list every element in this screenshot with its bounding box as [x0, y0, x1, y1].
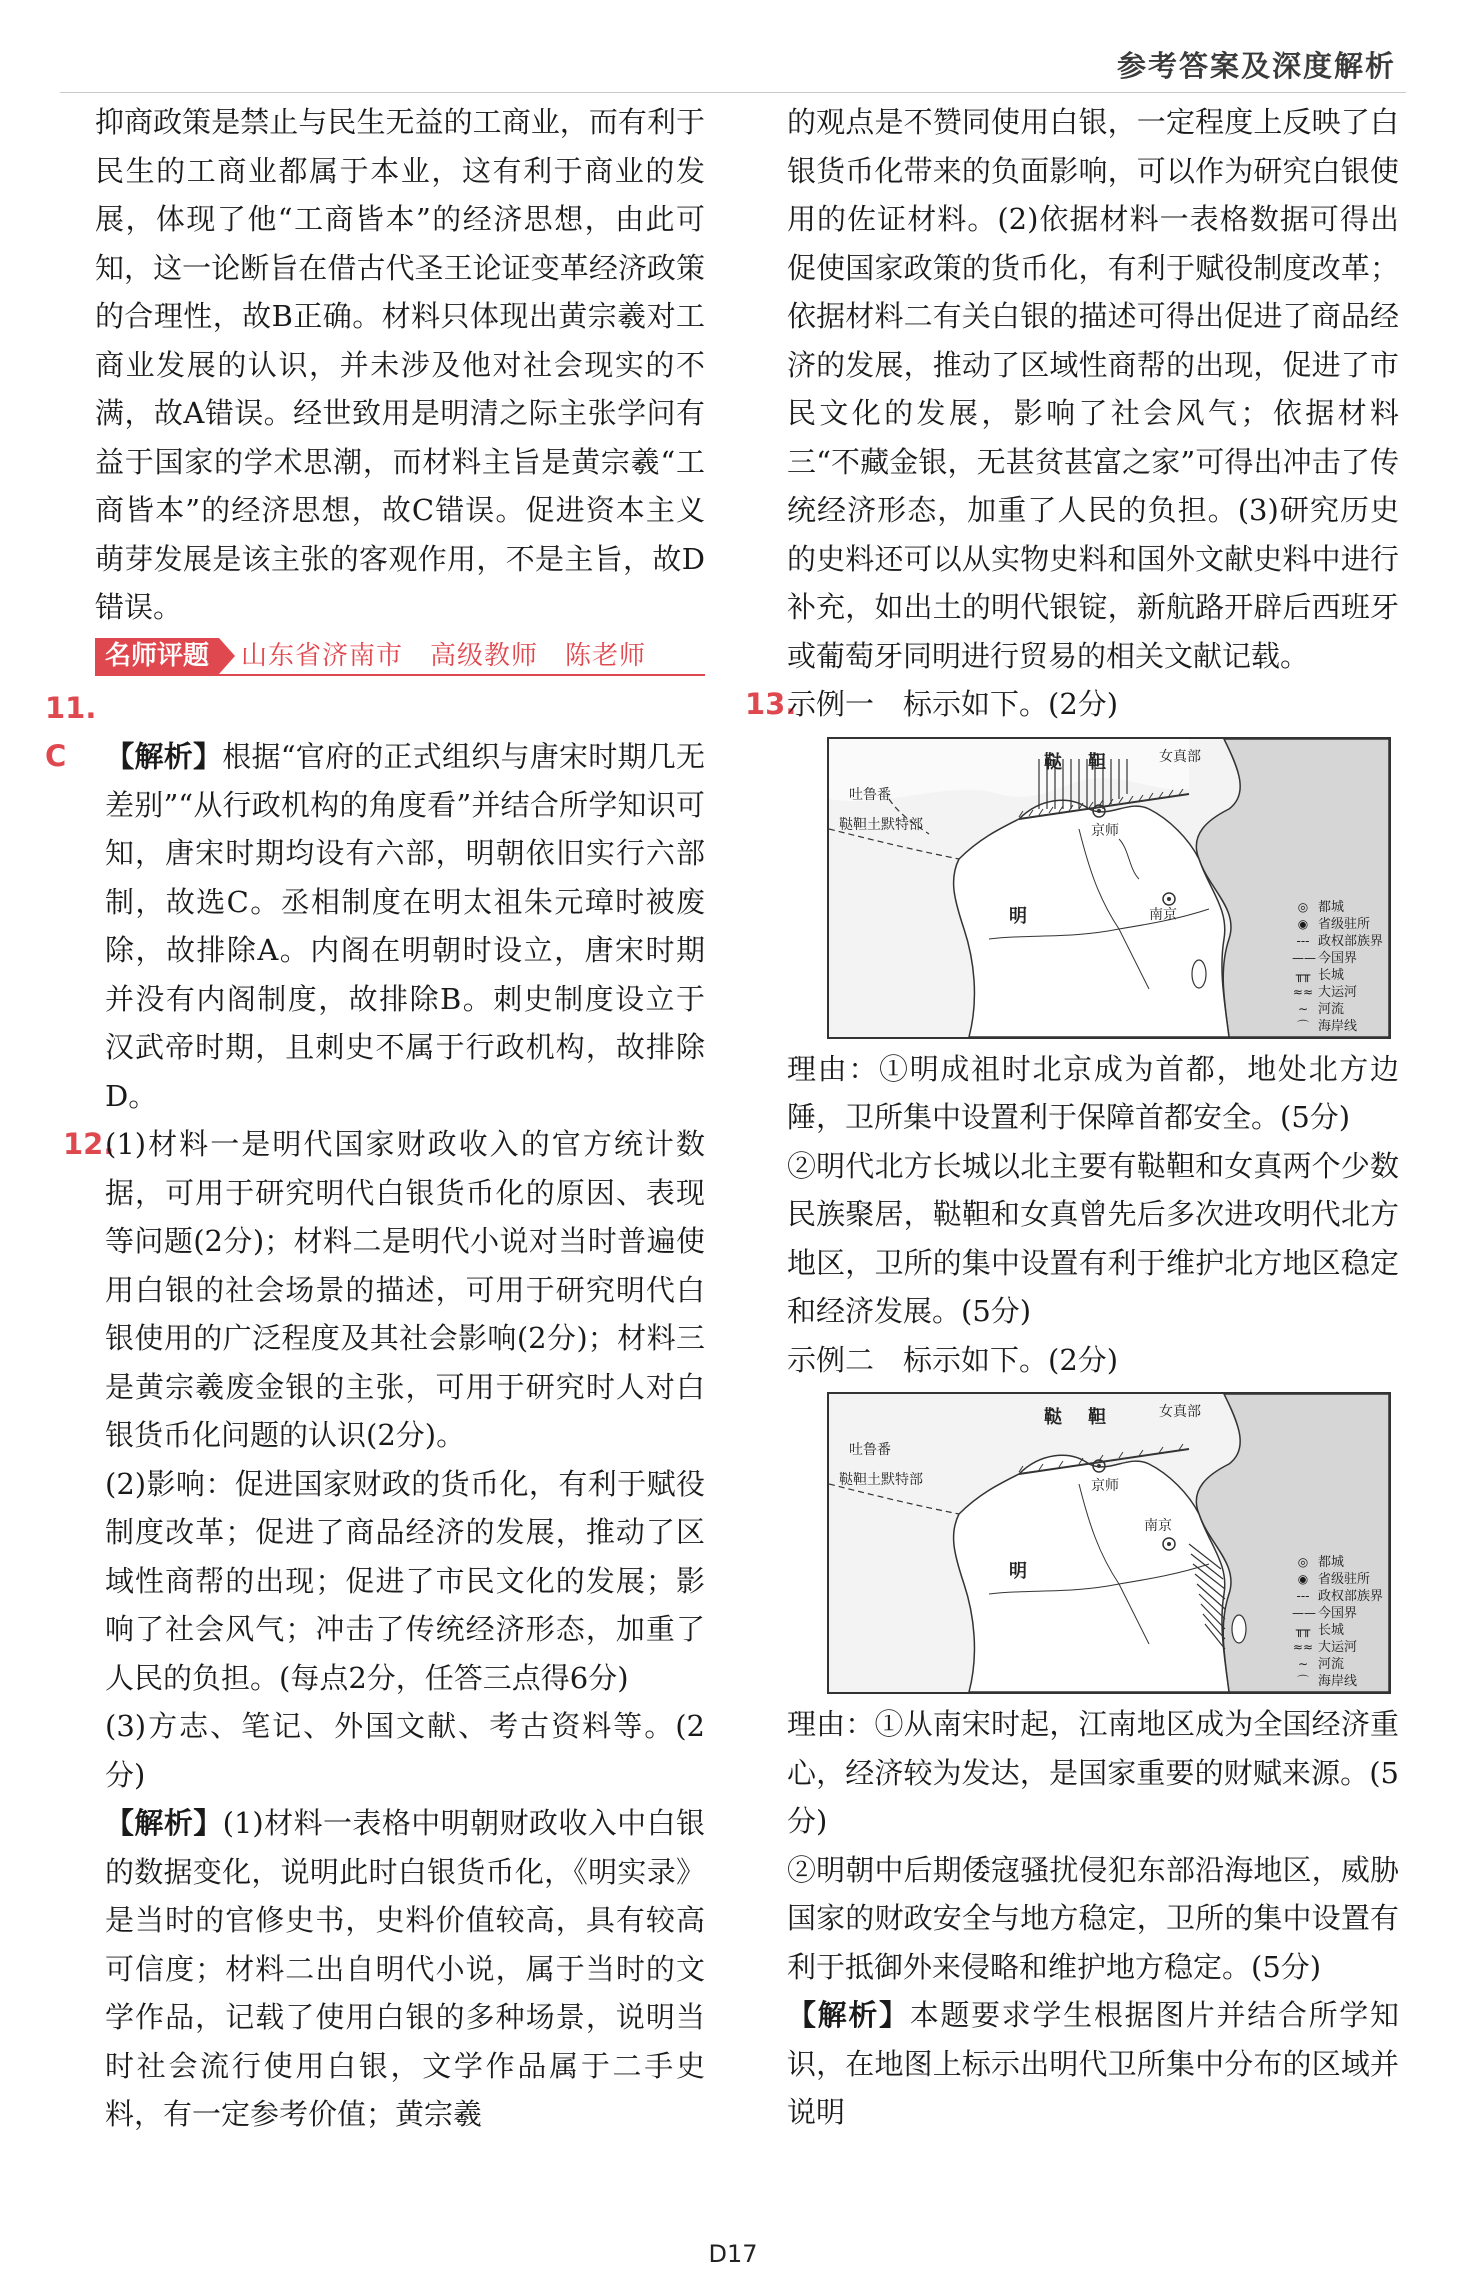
legend-item: —— 今国界 [1291, 950, 1357, 966]
banner-tag: 名师评题 [95, 638, 219, 674]
legend-item: ╥╥ 长城 [1295, 967, 1344, 983]
example2-reason2: ②明朝中后期倭寇骚扰侵犯东部沿海地区，威胁国家的财政安全与地方稳定，卫所的集中设置有利于抵御外来侵略和维护地方稳定。(5分) [787, 1852, 1399, 1984]
map2-label-ming: 明 [1009, 1561, 1031, 1582]
page-header-title: 参考答案及深度解析 [1116, 49, 1396, 83]
map1-label-dada: 鞑 靼 [1044, 751, 1110, 773]
map1-label-nanjing: 南京 [1149, 906, 1177, 923]
example2-reason1: 理由：①从南宋时起，江南地区成为全国经济重心，经济较为发达，是国家重要的财赋来源。(5分) [787, 1707, 1399, 1838]
answer-12-p1: (1)材料一是明代国家财政收入的官方统计数据，可用于研究明代白银货币化的原因、表现等问题(2分)；材料二是明代小说对当时普遍使用白银的社会场景的描述，可用于研究明代白银使用的广泛程度及其社会影响(2分)；材料三是黄宗羲废金银的主张，可用于研究时人对白银货币化问题的认识(2分)。 [105, 1127, 705, 1452]
map-example-2 [827, 1392, 1391, 1694]
map2-label-tumote: 鞑靼土默特部 [839, 1472, 923, 1488]
legend-item: —— 今国界 [1291, 1606, 1357, 1621]
map-example-1 [827, 737, 1391, 1039]
legend-item: ≈≈ 大运河 [1292, 1640, 1357, 1655]
map1-legend [1292, 899, 1383, 1035]
analysis-label-12: 【解析】 [105, 1806, 223, 1840]
teacher-comment-banner [95, 638, 705, 676]
legend-item: ⌒ 海岸线 [1296, 1018, 1357, 1034]
answer-12-part1 [63, 1120, 705, 1460]
left-column [45, 98, 705, 2139]
answer-11-text: 根据“官府的正式组织与唐宋时期几无差别”“从行政机构的角度看”并结合所学知识可知，唐宋时期均设有六部，明朝依旧实行六部制，故选C。丞相制度在明太祖朱元璋时被废除，故排除A。内阁在明朝时设立，唐宋时期并没有内阁制度，故排除B。刺史制度设立于汉武帝时期，且刺史不属于行政机构，故排除D。 [105, 739, 705, 1113]
legend-item: ◉ 省级驻所 [1297, 916, 1370, 932]
map1-label-tufan: 吐鲁番 [849, 786, 891, 803]
banner-info: 山东省济南市 高级教师 陈老师 [241, 640, 647, 671]
example1-reason2: ②明代北方长城以北主要有鞑靼和女真两个少数民族聚居，鞑靼和女真曾先后多次进攻明代北方地区，卫所的集中设置有利于维护北方地区稳定和经济发展。(5分) [787, 1148, 1399, 1328]
map2-label-beijing: 京师 [1091, 1478, 1119, 1494]
legend-item: --- 政权部族界 [1296, 1589, 1383, 1604]
analysis-label-13: 【解析】 [787, 1998, 910, 2032]
map2-label-nanjing: 南京 [1144, 1518, 1172, 1534]
question-number-11: 11. C [45, 690, 97, 773]
map2-label-tufan: 吐鲁番 [849, 1442, 891, 1458]
legend-item: ⌒ 海岸线 [1296, 1674, 1357, 1689]
map2-label-dada: 鞑 靼 [1044, 1407, 1110, 1428]
header-rule [60, 92, 1406, 93]
legend-item: ∼ 河流 [1297, 1001, 1344, 1017]
answer-12-continuation: 的观点是不赞同使用白银，一定程度上反映了白银货币化带来的负面影响，可以作为研究白银使用的佐证材料。(2)依据材料一表格数据可得出促使国家政策的货币化，有利于赋役制度改革；依据材料二有关白银的描述可得出促进了商品经济的发展，推动了区域性商帮的出现，促进了市民文化的发展，影响了社会风气；依据材料三“不藏金银，无甚贫甚富之家”可得出冲击了传统经济形态，加重了人民的负担。(3)研究历史的史料还可以从实物史料和国外文献史料中进行补充，如出土的明代银锭，新航路开辟后西班牙或葡萄牙同明进行贸易的相关文献记载。 [787, 105, 1399, 673]
map1-label-ming: 明 [1009, 905, 1031, 927]
legend-item: ◎ 都城 [1297, 899, 1344, 915]
answer-13-analysis-text: 本题要求学生根据图片并结合所学知识，在地图上标示出明代卫所集中分布的区域并说明 [787, 1998, 1399, 2129]
right-column [745, 98, 1399, 2137]
answer-12-p2: (2)影响：促进国家财政的货币化，有利于赋役制度改革；促进了商品经济的发展，推动了区域性商帮的出现；促进了市民文化的发展；影响了社会风气；冲击了传统经济形态，加重了人民的负担。(每点2分，任答三点得6分) [105, 1466, 705, 1695]
answer-13-example1-title [745, 680, 1399, 729]
answer-13-analysis [787, 1991, 1399, 2137]
question-number-13: 13. [745, 687, 797, 721]
answer-11 [45, 684, 705, 1121]
answer-12-analysis [95, 1799, 705, 2139]
page-number: D17 [708, 2240, 758, 2268]
example2-title: 示例二 标示如下。(2分) [787, 1342, 1119, 1377]
legend-item: --- 政权部族界 [1296, 933, 1383, 949]
legend-item: ╥╥ 长城 [1295, 1623, 1344, 1638]
map2-label-nuzhen: 女真部 [1159, 1404, 1201, 1420]
legend-item: ∼ 河流 [1297, 1657, 1344, 1672]
example1-reason1: 理由：①明成祖时北京成为首都，地处北方边陲，卫所集中设置利于保障首都安全。(5分) [787, 1051, 1399, 1134]
answer-12-p3: (3)方志、笔记、外国文献、考古资料等。(2分) [105, 1709, 705, 1792]
legend-item: ≈≈ 大运河 [1292, 984, 1357, 1000]
map1-label-nuzhen: 女真部 [1159, 748, 1201, 765]
question-number-12: 12. [63, 1127, 115, 1161]
legend-item: ◉ 省级驻所 [1297, 1572, 1370, 1587]
map1-label-beijing: 京师 [1091, 822, 1119, 839]
map2-legend [1292, 1554, 1383, 1690]
map1-label-tumote: 鞑靼土默特部 [839, 816, 923, 833]
legend-item: ◎ 都城 [1297, 1555, 1344, 1570]
answer-12-p4: (1)材料一表格中明朝财政收入中白银的数据变化，说明此时白银货币化，《明实录》是当时的官修史书，史料价值较高，具有较高可信度；材料二出自明代小说，属于当时的文学作品，记载了使用白银的多种场景，说明当时社会流行使用白银，文学作品属于二手史料，有一定参考价值；黄宗羲 [105, 1806, 705, 2131]
analysis-label-11: 【解析】 [105, 739, 223, 773]
answer-10-continuation: 抑商政策是禁止与民生无益的工商业，而有利于民生的工商业都属于本业，这有利于商业的发展，体现了他“工商皆本”的经济思想，由此可知，这一论断旨在借古代圣王论证变革经济政策的合理性，故B正确。材料只体现出黄宗羲对工商业发展的认识，并未涉及他对社会现实的不满，故A错误。经世致用是明清之际主张学问有益于国家的学术思潮，而材料主旨是黄宗羲“工商皆本”的经济思想，故C错误。促进资本主义萌芽发展是该主张的客观作用，不是主旨，故D错误。 [95, 105, 705, 624]
example1-title: 示例一 标示如下。(2分) [787, 687, 1119, 721]
